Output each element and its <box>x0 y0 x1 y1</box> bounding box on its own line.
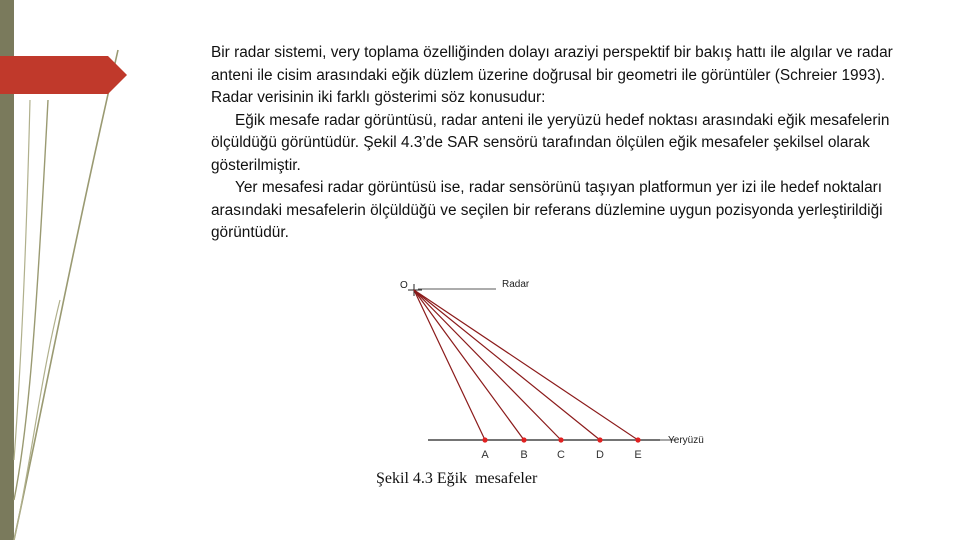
deco-line-4 <box>14 300 60 540</box>
point-label-a: A <box>481 449 489 461</box>
figure-caption: Şekil 4.3 Eğik mesafeler <box>376 470 538 487</box>
slant-line-e <box>414 290 638 440</box>
slant-lines <box>414 290 638 440</box>
paragraph-3: Yer mesafesi radar görüntüsü ise, radar sensörünü taşıyan platformun yer izi ile hedef noktaları arasındaki mesafelerin ölçüldüğü ve seçilen bir referans düzlemine uygun pozisyonda yerleştirildiği görüntüdür. <box>211 179 883 241</box>
deco-line-2 <box>14 100 48 500</box>
slant-line-a <box>414 290 485 440</box>
point-label-b: B <box>520 449 528 461</box>
body-text <box>211 42 901 245</box>
point-label-c: C <box>557 449 565 461</box>
origin-label: O <box>400 280 408 291</box>
point-label-e: E <box>634 449 642 461</box>
slant-line-c <box>414 290 561 440</box>
point-label-d: D <box>596 449 604 461</box>
point-d <box>597 437 602 442</box>
point-b <box>521 437 526 442</box>
point-e <box>635 437 640 442</box>
red-arrow-shape <box>0 0 130 100</box>
ground-label: Yeryüzü <box>668 435 704 446</box>
slant-range-figure <box>392 270 759 465</box>
figure-svg <box>392 270 759 465</box>
radar-label: Radar <box>502 279 530 290</box>
point-a <box>482 437 487 442</box>
paragraph-1: Bir radar sistemi, very toplama özelliğinden dolayı araziyi perspektif bir bakış hattı ile algılar ve radar anteni ile cisim arasındaki eğik düzlem üzerine doğrusal bir geometri ile görüntüler (Schreier 1993). Radar verisinin iki farklı gösterimi söz konusudur: <box>211 44 893 106</box>
paragraph-2: Eğik mesafe radar görüntüsü, radar anteni ile yeryüzü hedef noktası arasındaki eğik mesafelerin ölçüldüğü görüntüdür. Şekil 4.3’de SAR sensörü tarafından ölçülen eğik mesafeler şekilsel olarak gösterilmiştir. <box>211 111 890 174</box>
red-arrow <box>0 56 127 94</box>
point-c <box>558 437 563 442</box>
